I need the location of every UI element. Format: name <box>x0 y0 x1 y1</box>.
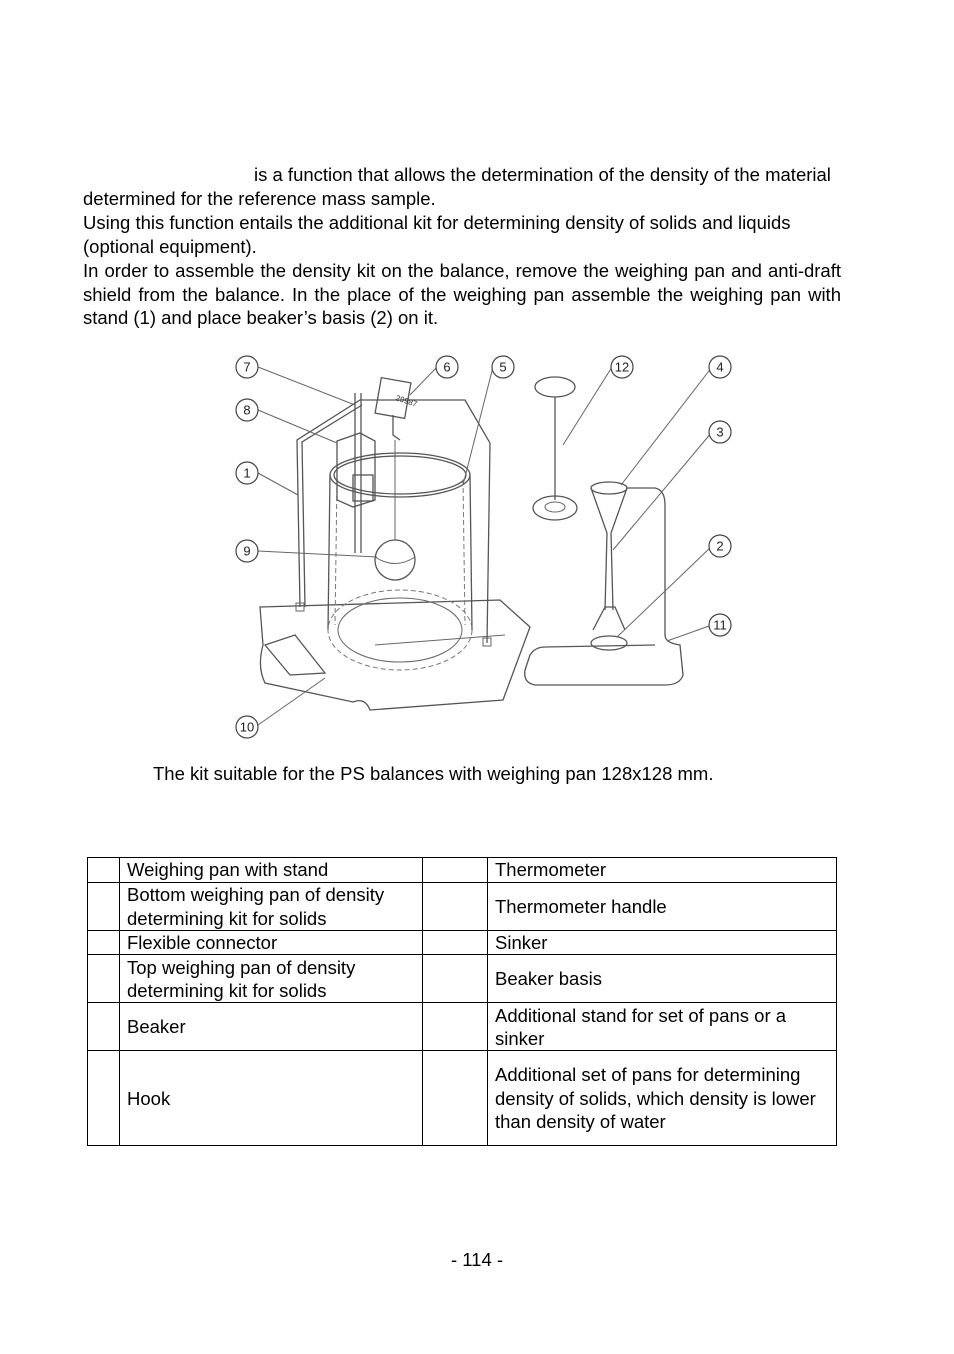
table-cell-part: Thermometer <box>488 858 837 883</box>
svg-text:9: 9 <box>243 543 251 559</box>
table-cell-number <box>88 858 120 883</box>
table-cell-number <box>423 931 488 955</box>
callout-9 <box>236 540 258 562</box>
table-cell-number <box>88 1003 120 1051</box>
svg-text:7: 7 <box>243 359 251 375</box>
table-cell-part: Sinker <box>488 931 837 955</box>
balance-base-plate <box>260 600 530 710</box>
svg-text:5: 5 <box>499 359 507 375</box>
callout-10 <box>236 716 258 738</box>
callout-1 <box>236 462 258 484</box>
table-cell-part: Thermometer handle <box>488 883 837 931</box>
table-row <box>88 931 837 955</box>
table-cell-part: Hook <box>120 1051 423 1146</box>
intro-paragraph-1: is a function that allows the determination of the density of the material determined for the reference mass sample. <box>83 164 831 209</box>
callout-7 <box>236 356 258 378</box>
leader-lines <box>258 367 712 725</box>
parts-table <box>87 857 837 1146</box>
density-pan-set <box>525 482 683 685</box>
table-row <box>88 1051 837 1146</box>
density-kit-figure <box>225 345 745 745</box>
hook-label: 29987 <box>394 393 419 409</box>
callout-2 <box>709 535 731 557</box>
table-cell-number <box>423 1051 488 1146</box>
table-cell-part: Weighing pan with stand <box>120 858 423 883</box>
callout-11 <box>709 614 731 636</box>
svg-text:4: 4 <box>716 359 724 375</box>
table-row <box>88 1003 837 1051</box>
beaker <box>328 453 472 670</box>
callout-4 <box>709 356 731 378</box>
table-cell-number <box>88 1051 120 1146</box>
table-cell-number <box>423 1003 488 1051</box>
svg-text:6: 6 <box>443 359 451 375</box>
callout-5 <box>492 356 514 378</box>
callout-8 <box>236 399 258 421</box>
svg-text:10: 10 <box>239 719 255 735</box>
table-cell-part: Additional stand for set of pans or a sinker <box>488 1003 837 1051</box>
table-cell-number <box>88 955 120 1003</box>
svg-text:12: 12 <box>614 359 630 375</box>
callout-6 <box>436 356 458 378</box>
callout-12 <box>611 356 633 378</box>
svg-text:1: 1 <box>243 465 251 481</box>
table-cell-number <box>423 883 488 931</box>
table-cell-part: Bottom weighing pan of density determining kit for solids <box>120 883 423 931</box>
table-cell-number <box>88 883 120 931</box>
hook <box>375 378 419 440</box>
table-cell-number <box>423 955 488 1003</box>
weighing-pan-stand <box>296 400 491 646</box>
svg-text:3: 3 <box>716 424 724 440</box>
table-cell-part: Flexible connector <box>120 931 423 955</box>
table-cell-part: Beaker <box>120 1003 423 1051</box>
table-row <box>88 955 837 1003</box>
table-cell-part: Beaker basis <box>488 955 837 1003</box>
figure-caption: The kit suitable for the PS balances with weighing pan 128x128 mm. <box>153 763 714 784</box>
table-cell-number <box>88 931 120 955</box>
table-cell-part: Additional set of pans for determining density of solids, which density is lower than density of water <box>488 1051 837 1146</box>
table-row <box>88 858 837 883</box>
svg-text:2: 2 <box>716 538 724 554</box>
table-cell-part: Top weighing pan of density determining kit for solids <box>120 955 423 1003</box>
callout-3 <box>709 421 731 443</box>
svg-text:11: 11 <box>713 617 727 633</box>
page-number: - 114 - <box>450 1249 504 1270</box>
svg-text:8: 8 <box>243 402 251 418</box>
table-row <box>88 883 837 931</box>
intro-paragraph-3: In order to assemble the density kit on the balance, remove the weighing pan and anti-draft shield from the balance. In the place of the weighing pan assemble the weighing pan with stand (1) and place beaker’s basis (2) on it. <box>83 260 841 329</box>
table-cell-number <box>423 858 488 883</box>
additional-sinker-stand <box>533 377 577 520</box>
sinker <box>375 440 415 580</box>
intro-paragraph-2: Using this function entails the additional kit for determining density of solids and liquids (optional equipment). <box>83 212 791 257</box>
